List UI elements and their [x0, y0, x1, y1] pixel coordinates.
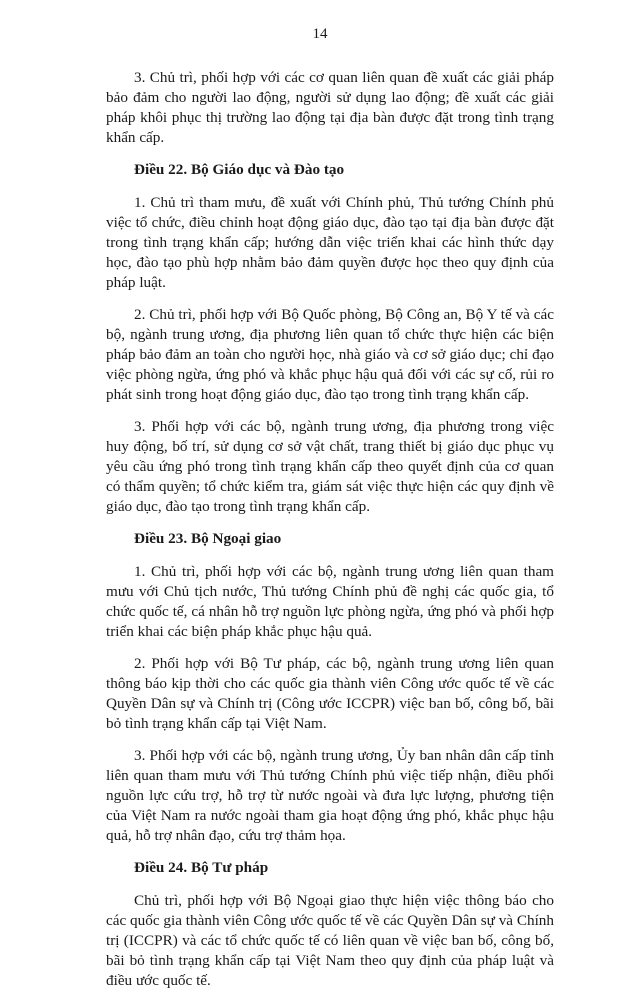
article-heading-22: Điều 22. Bộ Giáo dục và Đào tạo — [134, 161, 345, 178]
paragraph: 2. Phối hợp với Bộ Tư pháp, các bộ, ngành trung ương liên quan thông báo kịp thời cho các quốc gia thành viên Công ước quốc tế về các Quyền Dân sự và Chính trị (Công ước ICCPR) việc ban bố, công bố, bãi bỏ tình trạng khẩn cấp tại Việt Nam. — [106, 655, 554, 732]
paragraph: 2. Chủ trì, phối hợp với Bộ Quốc phòng, Bộ Công an, Bộ Y tế và các bộ, ngành trung ương, địa phương liên quan tổ chức thực hiện các biện pháp bảo đảm an toàn cho người học, nhà giáo và cơ sở giáo dục; chỉ đạo việc phòng ngừa, ứng phó và khắc phục hậu quả đối với các sự cố, rủi ro phát sinh trong hoạt động giáo dục, đào tạo trong tình trạng khẩn cấp. — [106, 306, 554, 403]
article-heading-24: Điều 24. Bộ Tư pháp — [134, 859, 269, 876]
paragraph: 1. Chủ trì, phối hợp với các bộ, ngành trung ương liên quan tham mưu với Chủ tịch nước, Thủ tướng Chính phủ đề nghị các quốc gia, tổ chức quốc tế, cá nhân hỗ trợ nguồn lực phòng ngừa, ứng phó và phối hợp triển khai các biện pháp khắc phục hậu quả. — [106, 563, 554, 640]
paragraph: 3. Phối hợp với các bộ, ngành trung ương, Ủy ban nhân dân cấp tỉnh liên quan tham mưu với Thủ tướng Chính phủ việc tiếp nhận, điều phối nguồn lực cứu trợ, hỗ trợ từ nước ngoài và đưa lực lượng, phương tiện của Việt Nam ra nước ngoài tham gia hoạt động ứng phó, khắc phục hậu quả, hỗ trợ nhân đạo, cứu trợ thảm họa. — [106, 747, 554, 844]
paragraph: 1. Chủ trì tham mưu, đề xuất với Chính phủ, Thủ tướng Chính phủ việc tổ chức, điều chỉnh hoạt động giáo dục, đào tạo tại địa bàn được đặt trong tình trạng khẩn cấp; hướng dẫn việc triển khai các hình thức dạy học, đào tạo phù hợp nhằm bảo đảm quyền được học theo quy định của pháp luật. — [106, 194, 554, 291]
page-number: 14 — [312, 26, 328, 42]
paragraph: Chủ trì, phối hợp với Bộ Ngoại giao thực hiện việc thông báo cho các quốc gia thành viên Công ước quốc tế về các Quyền Dân sự và Chính trị (ICCPR) và các tổ chức quốc tế có liên quan về việc ban bố, công bố, bãi bỏ tình trạng khẩn cấp tại Việt Nam theo quy định của pháp luật và điều ước quốc tế. — [106, 892, 554, 989]
article-heading-23: Điều 23. Bộ Ngoại giao — [134, 530, 282, 547]
paragraph: 3. Phối hợp với các bộ, ngành trung ương, địa phương trong việc huy động, bố trí, sử dụng cơ sở vật chất, trang thiết bị giáo dục phục vụ yêu cầu ứng phó trong tình trạng khẩn cấp theo quyết định của cơ quan có thẩm quyền; tổ chức kiểm tra, giám sát việc thực hiện các quy định về giáo dục, đào tạo trong tình trạng khẩn cấp. — [106, 418, 554, 515]
document-body — [106, 68, 554, 1003]
paragraph: 3. Chủ trì, phối hợp với các cơ quan liên quan đề xuất các giải pháp bảo đảm cho người lao động, người sử dụng lao động; đề xuất các giải pháp khôi phục thị trường lao động tại địa bàn được đặt trong tình trạng khẩn cấp. — [106, 69, 554, 146]
